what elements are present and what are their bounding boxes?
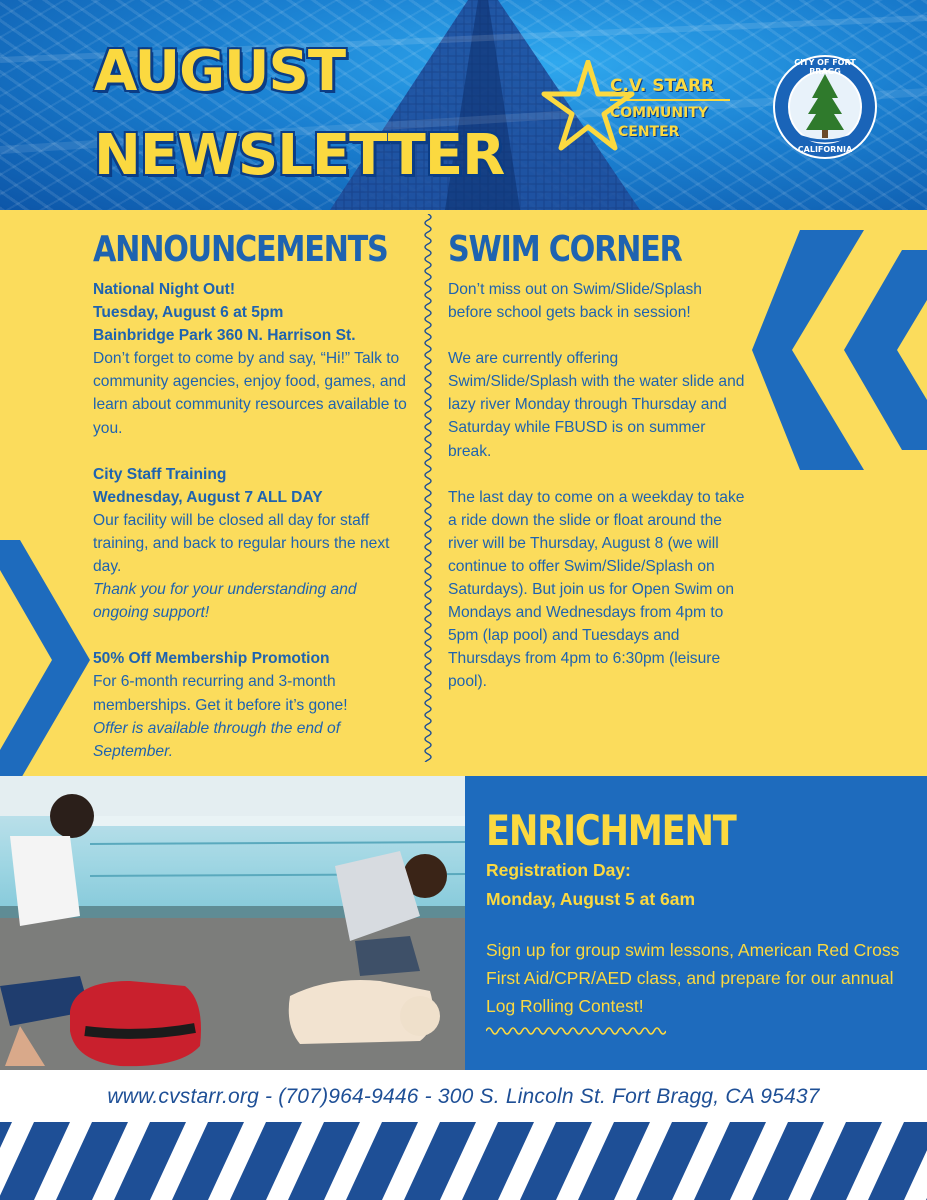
seal-bottom-text: CALIFORNIA: [797, 145, 853, 154]
striped-footer-band: [0, 1122, 927, 1200]
logo-line3: CENTER: [618, 124, 680, 140]
chevron-decoration-right: [752, 230, 927, 470]
training-date: Wednesday, August 7 ALL DAY: [93, 488, 323, 506]
announcements-heading: ANNOUNCEMENTS: [93, 229, 388, 270]
swim-paragraph-3: The last day to come on a weekday to take a ride down the slide or float around the river will be Thursday, August 8 (we will continue to offer Swim/Slide/Splash on Saturdays). But join us for Open Swim on Mondays and Wednesdays from 4pm to 5pm (lap pool) and Tuesdays and Thursdays from 4pm to 6:30pm (leisure pool).: [448, 488, 745, 691]
lifeguard-cpr-photo: [0, 776, 465, 1070]
newsletter-title-line2: NEWSLETTER: [94, 123, 505, 188]
logo-line2: COMMUNITY: [610, 105, 709, 121]
cpr-training-illustration: [0, 776, 465, 1070]
seal-top-text: CITY OF FORT BRAGG: [794, 58, 856, 76]
newsletter-title-line1: AUGUST: [94, 39, 346, 104]
registration-info: [486, 856, 906, 914]
enrichment-description: Sign up for group swim lessons, American Red Cross First Aid/CPR/AED class, and prepare for our annual Log Rolling Contest!: [486, 940, 900, 1016]
swim-paragraph-1: Don’t miss out on Swim/Slide/Splash before school gets back in session!: [448, 281, 702, 322]
night-out-text: Don’t forget to come by and say, “Hi!” Talk to community agencies, enjoy food, games, and learn about community resources available to you.: [93, 350, 407, 437]
enrichment-panel: [465, 776, 927, 1070]
swim-corner-heading: SWIM CORNER: [448, 229, 682, 270]
registration-date: Monday, August 5 at 6am: [486, 889, 696, 909]
logo-name: C.V. STARR: [610, 76, 715, 96]
registration-label: Registration Day:: [486, 860, 631, 880]
training-title: City Staff Training: [93, 465, 227, 483]
header-banner: [0, 0, 927, 210]
city-seal: [772, 54, 878, 160]
wavy-divider: [421, 214, 435, 762]
wavy-underline: [486, 1024, 666, 1038]
membership-block: [93, 647, 408, 762]
enrichment-heading: ENRICHMENT: [486, 806, 736, 855]
swim-paragraph-2: We are currently offering Swim/Slide/Splash with the water slide and lazy river Monday through Thursday and Saturday while FBUSD is on summer break.: [448, 350, 745, 460]
night-out-date: Tuesday, August 6 at 5pm: [93, 304, 284, 322]
training-block: [93, 463, 408, 625]
contact-footer: www.cvstarr.org - (707)964-9446 - 300 S. Lincoln St. Fort Bragg, CA 95437: [107, 1085, 820, 1108]
night-out-title: National Night Out!: [93, 281, 236, 298]
training-text: Our facility will be closed all day for staff training, and back to regular hours the next day.: [93, 511, 390, 576]
night-out-block: [93, 278, 408, 440]
chevron-decoration-left: [0, 540, 90, 780]
membership-note: Offer is available through the end of September.: [93, 719, 341, 760]
membership-text: For 6-month recurring and 3-month memberships. Get it before it’s gone!: [93, 673, 348, 714]
membership-title: 50% Off Membership Promotion: [93, 650, 330, 668]
news-section: [0, 210, 927, 776]
night-out-location: Bainbridge Park 360 N. Harrison St.: [93, 327, 356, 345]
training-thanks: Thank you for your understanding and ongoing support!: [93, 581, 357, 622]
announcements-column: [93, 229, 408, 763]
swim-corner-column: [448, 229, 748, 694]
cv-starr-logo: [540, 60, 740, 160]
